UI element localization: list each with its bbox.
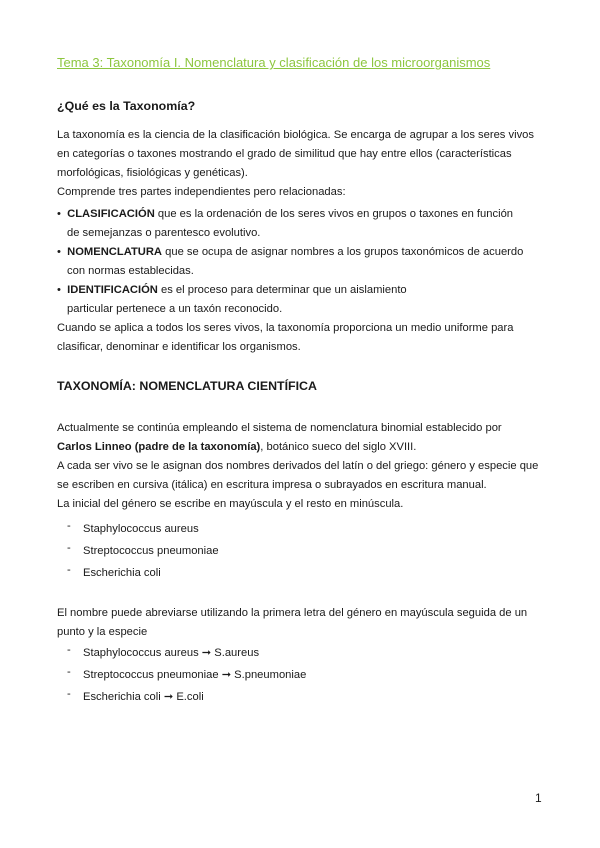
example-item [67, 564, 161, 583]
intro-line-2: en categorías o taxones mostrando el grado de similitud que hay entre ellos (características [57, 148, 512, 160]
p2-line-1: A cada ser vivo se le asignan dos nombres derivados del latín o del griego: género y especie que [57, 460, 539, 472]
arrow-icon: ➞ [201, 647, 212, 659]
example-text: Staphylococcus aureus [83, 523, 199, 535]
closing-line-2: clasificar, denominar e identificar los organismos. [57, 341, 301, 353]
bullet-term: NOMENCLATURA [67, 246, 163, 258]
bullet-term: IDENTIFICACIÓN [67, 284, 158, 296]
bullet-text: que se ocupa de asignar nombres a los grupos taxonómicos de acuerdo [162, 246, 524, 258]
p4-line-1: El nombre puede abreviarse utilizando la primera letra del género en mayúscula seguida de un [57, 607, 528, 619]
bullet-continuation: con normas establecidas. [67, 265, 194, 277]
dash-icon: - [67, 688, 71, 700]
arrow-icon: ➞ [163, 691, 174, 703]
abbrev-item [67, 688, 204, 707]
abbrev-item [67, 644, 259, 663]
intro-line-1: La taxonomía es la ciencia de la clasificación biológica. Se encarga de agrupar a los seres vivos [57, 129, 534, 141]
dash-icon: - [67, 644, 71, 656]
p1-rest: , botánico sueco del siglo XVIII. [260, 441, 417, 453]
abbrev-full: Escherichia coli [83, 691, 161, 703]
closing-paragraph [57, 319, 545, 357]
bullet-continuation: particular pertenece a un taxón reconocido. [67, 303, 283, 315]
p1-line-2 [57, 438, 545, 457]
nomenclature-paragraph [57, 419, 545, 514]
arrow-icon: ➞ [221, 669, 232, 681]
dash-icon: - [67, 542, 71, 554]
bullet-icon: • [57, 208, 61, 220]
example-item [67, 542, 219, 561]
bullet-icon: • [57, 284, 61, 296]
bullet-icon: • [57, 246, 61, 258]
p1-line-1: Actualmente se continúa empleando el sistema de nomenclatura binomial establecido por [57, 422, 502, 434]
section-heading-nomenclatura: TAXONOMÍA: NOMENCLATURA CIENTÍFICA [57, 379, 317, 393]
dash-icon: - [67, 520, 71, 532]
abbrev-full: Streptococcus pneumoniae [83, 669, 219, 681]
bullet-text: es el proceso para determinar que un aislamiento [157, 284, 407, 296]
bullet-item-nomenclatura [57, 243, 545, 262]
closing-line-1: Cuando se aplica a todos los seres vivos, la taxonomía proporciona un medio uniforme para [57, 322, 514, 334]
bullet-term: CLASIFICACIÓN [67, 208, 155, 220]
page-number: 1 [535, 791, 542, 805]
example-item [67, 520, 199, 539]
linneo-bold: Carlos Linneo (padre de la taxonomía) [57, 441, 261, 453]
dash-icon: - [67, 666, 71, 678]
abbrev-short: S.pneumoniae [234, 669, 307, 681]
example-text: Escherichia coli [83, 567, 161, 579]
document-title: Tema 3: Taxonomía I. Nomenclatura y clasificación de los microorganismos [57, 55, 491, 70]
abbrev-short: E.coli [176, 691, 204, 703]
bullet-list [57, 205, 545, 319]
abbreviation-paragraph [57, 604, 545, 642]
bullet-item-identificacion [57, 281, 545, 300]
p3-line: La inicial del género se escribe en mayúscula y el resto en minúscula. [57, 498, 404, 510]
p4-line-2: punto y la especie [57, 626, 148, 638]
example-text: Streptococcus pneumoniae [83, 545, 219, 557]
intro-paragraph [57, 126, 545, 202]
abbrev-short: S.aureus [214, 647, 260, 659]
intro-line-3: morfológicas, fisiológicas y genéticas). [57, 167, 248, 179]
dash-icon: - [67, 564, 71, 576]
bullet-item-clasificacion [57, 205, 545, 224]
section-heading-taxonomia: ¿Qué es la Taxonomía? [57, 99, 196, 113]
bullet-continuation: de semejanzas o parentesco evolutivo. [67, 227, 261, 239]
abbrev-item [67, 666, 306, 685]
parts-intro: Comprende tres partes independientes pero relacionadas: [57, 186, 346, 198]
abbrev-full: Staphylococcus aureus [83, 647, 199, 659]
bullet-text: que es la ordenación de los seres vivos en grupos o taxones en función [154, 208, 514, 220]
p2-line-2: se escriben en cursiva (itálica) en escritura impresa o subrayados en escritura manual. [57, 479, 487, 491]
